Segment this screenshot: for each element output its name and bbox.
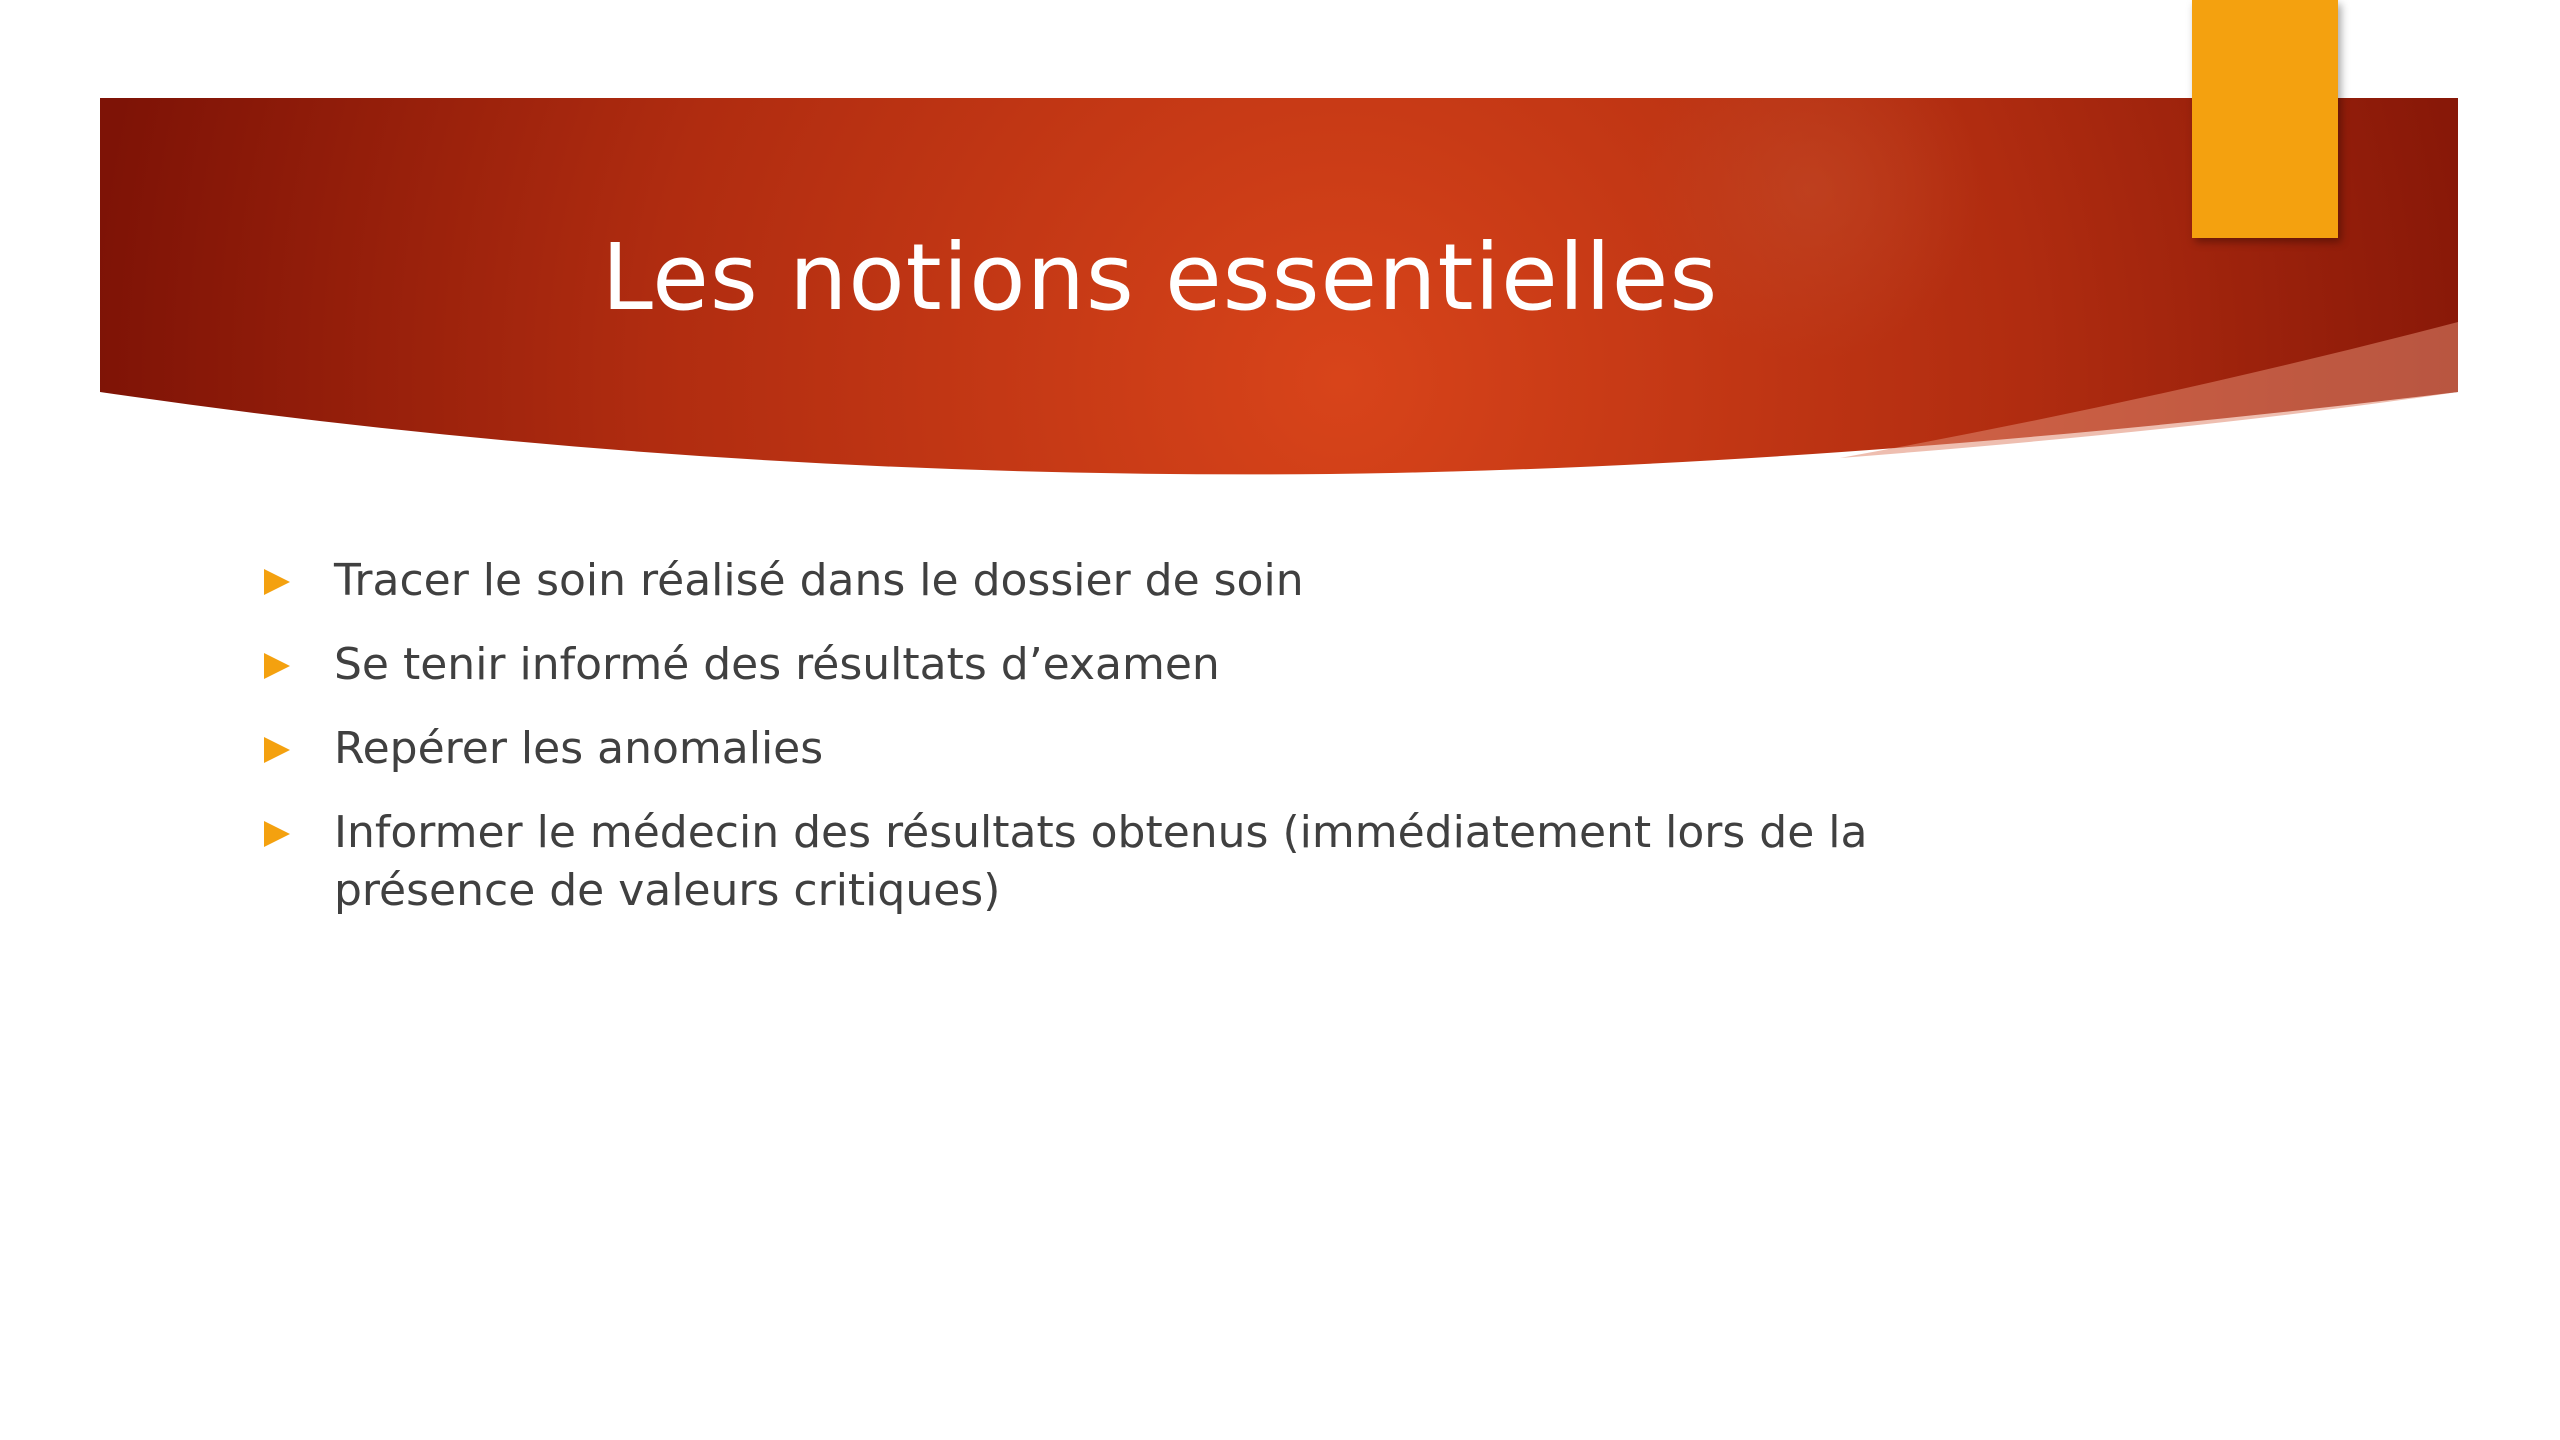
bullet-text: Se tenir informé des résultats d’examen <box>334 639 1220 690</box>
bullet-text: Informer le médecin des résultats obtenus (immédiatement lors de la présence de valeurs critiques) <box>334 807 1868 916</box>
triangle-right-icon <box>264 737 290 763</box>
list-item <box>260 552 2040 610</box>
triangle-right-icon <box>264 653 290 679</box>
bullet-list <box>260 552 2040 946</box>
triangle-right-icon <box>264 569 290 595</box>
list-item <box>260 720 2040 778</box>
bullet-text: Repérer les anomalies <box>334 723 824 774</box>
list-item <box>260 636 2040 694</box>
slide-title: Les notions essentielles <box>601 224 1719 331</box>
list-item <box>260 804 2040 920</box>
bullet-text: Tracer le soin réalisé dans le dossier de soin <box>334 555 1304 606</box>
triangle-right-icon <box>264 821 290 847</box>
bookmark-tab <box>2192 0 2338 238</box>
